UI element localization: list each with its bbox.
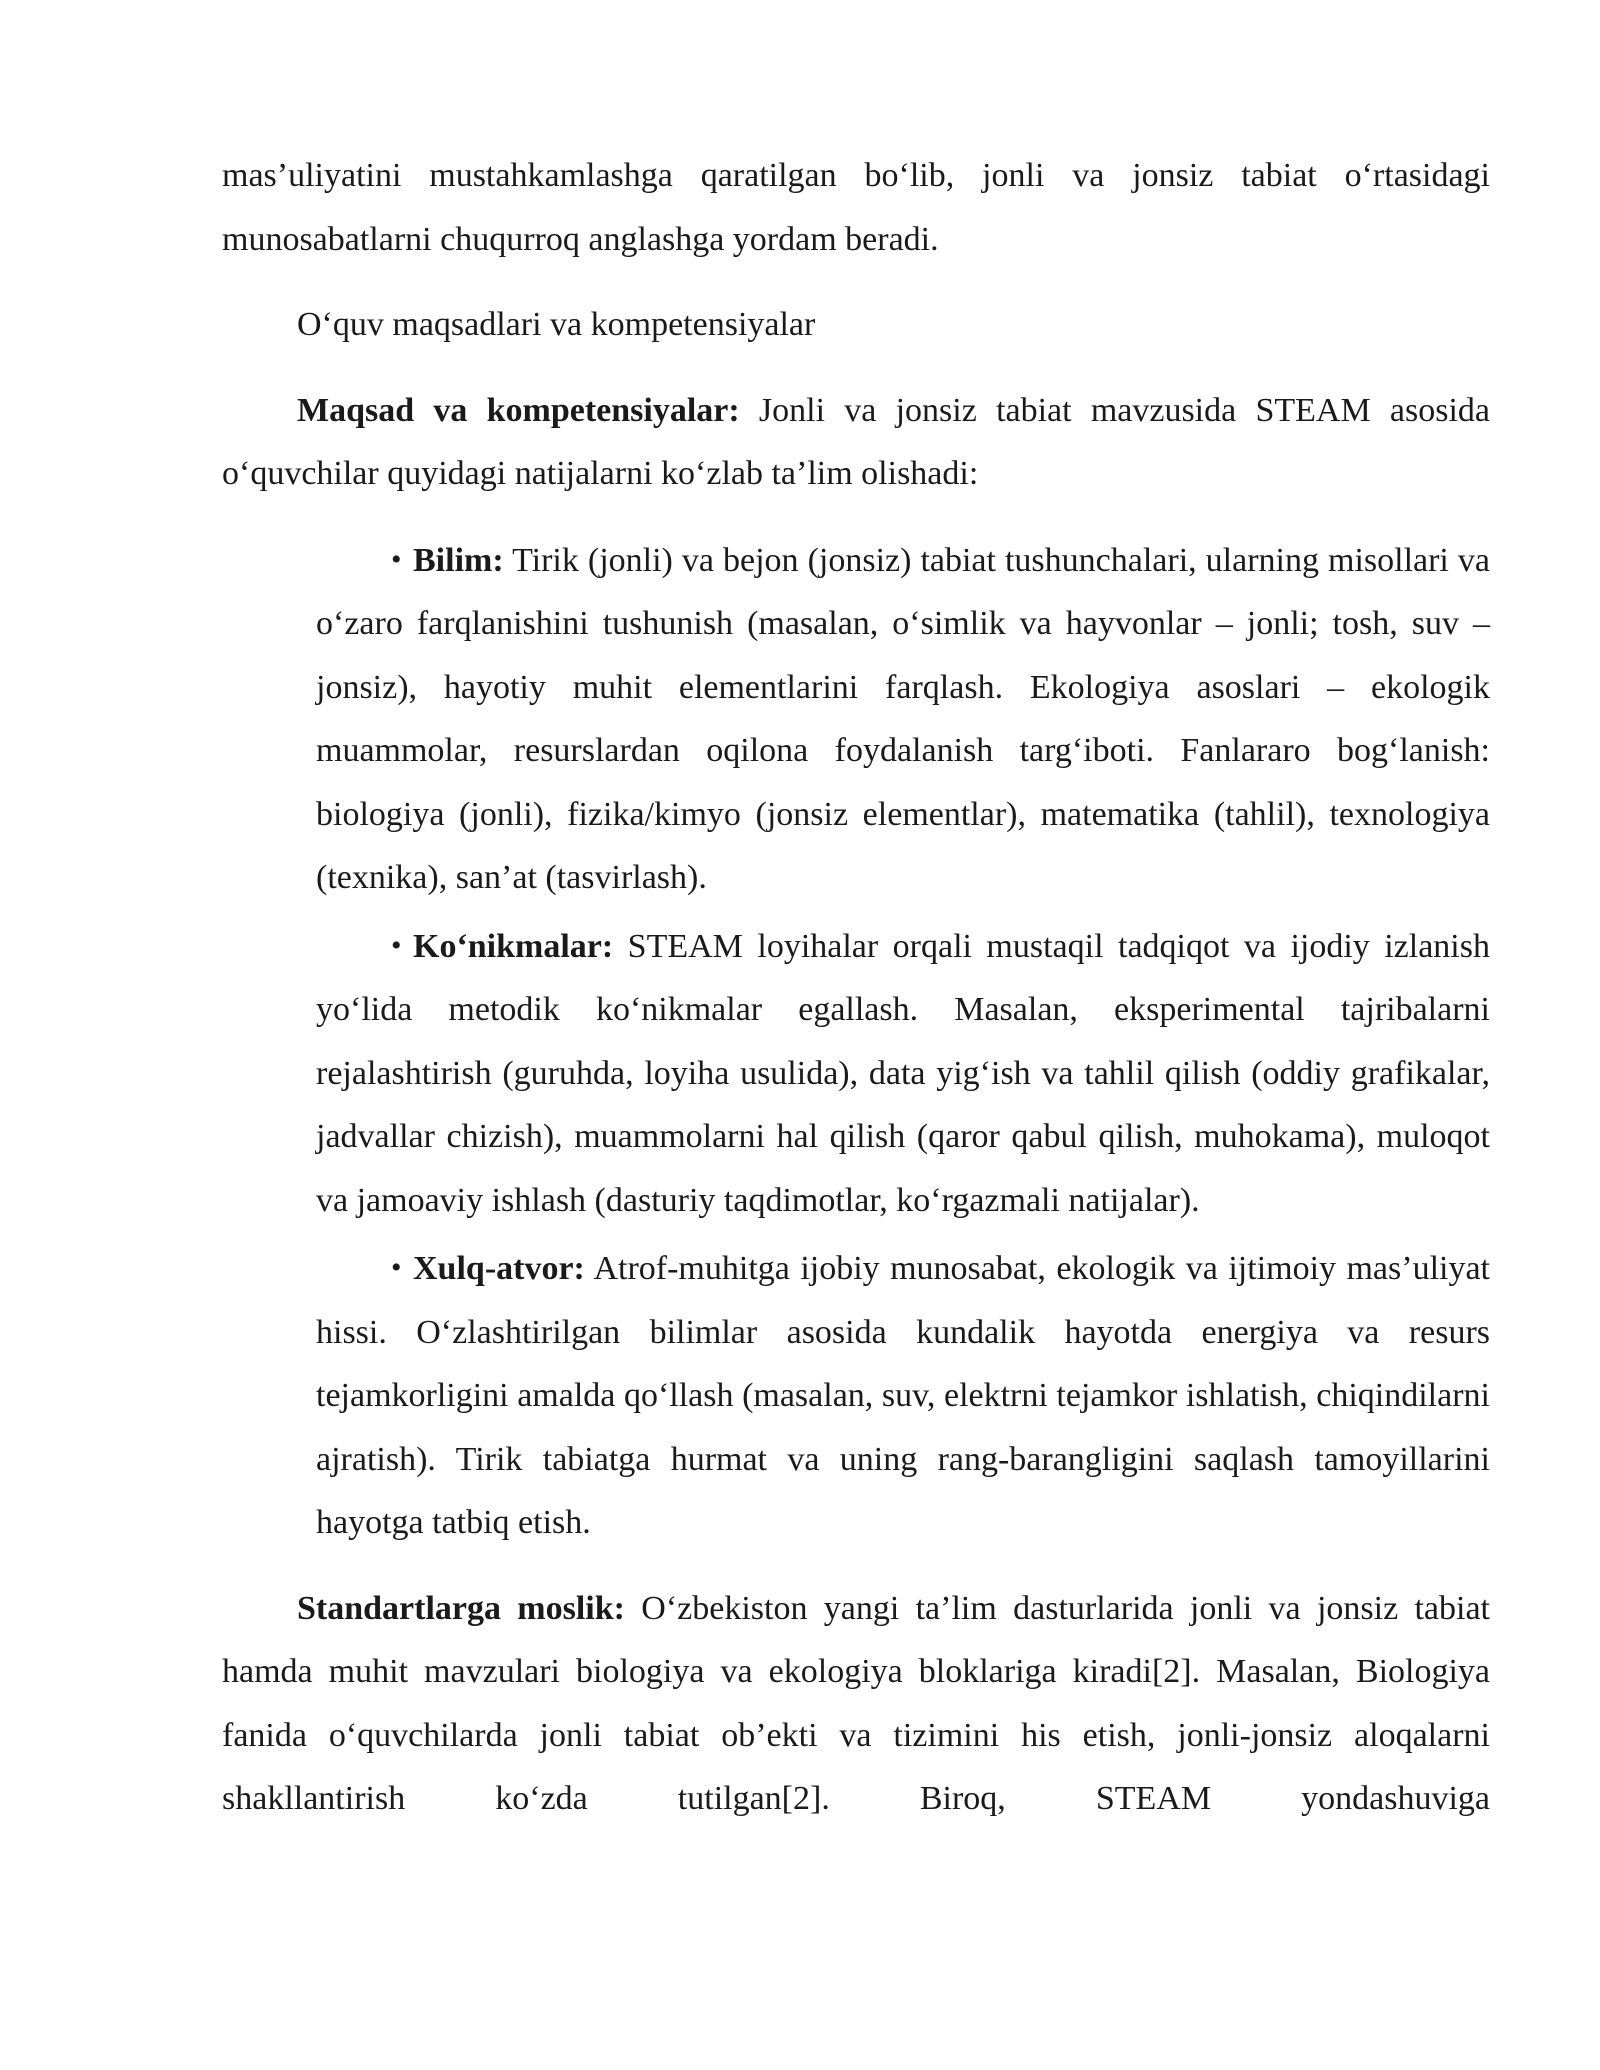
section-heading: O‘quv maqsadlari va kompetensiyalar <box>297 306 816 343</box>
list-item-konikmalar <box>316 914 1490 1233</box>
bullet-icon: • <box>391 542 402 576</box>
list-item-xulq-atvor <box>316 1236 1490 1555</box>
standards-paragraph <box>222 1577 1490 1831</box>
list-item-text: Atrof-muhitga ijobiy munosabat, ekologik va ijtimoiy mas’uliyat hissi. O‘zlashtirilgan bilimlar asosida kundalik hayotda energiya va resurs tejamkorligini amalda qo‘llash (masalan, suv, elektrni tejamkor ishlatish, chiqindilarni ajratish). Tirik tabiatga hurmat va uning rang-barangligini saqlash tamoyillarini hayotga tatbiq etish. <box>316 1250 1490 1541</box>
list-item-lead: Bilim: <box>413 541 504 579</box>
document-page <box>222 144 1490 1831</box>
list-item-text: Tirik (jonli) va bejon (jonsiz) tabiat tushunchalari, ularning misollari va o‘zaro farqlanishini tushunish (masalan, o‘simlik va hayvonlar – jonli; tosh, suv – jonsiz), hayotiy muhit elementlarini farqlash. Ekologiya asoslari – ekologik muammolar, resurslardan oqilona foydalanish targ‘iboti. Fanlararo bog‘lanish: biologiya (jonli), fizika/kimyo (jonsiz elementlar), matematika (tahlil), texnologiya (texnika), san’at (tasvirlash). <box>316 541 1490 896</box>
goals-paragraph <box>222 379 1490 506</box>
bullet-icon: • <box>391 1251 402 1284</box>
list-item-lead: Xulq-atvor: <box>413 1250 585 1287</box>
goals-text: Jonli va jonsiz tabiat mavzusida STEAM asosida o‘quvchilar quyidagi natijalarni ko‘zlab ta’lim olishadi: <box>222 391 1491 492</box>
list-item-lead: Ko‘nikmalar: <box>413 927 614 965</box>
list-item-text: STEAM loyihalar orqali mustaqil tadqiqot va ijodiy izlanish yo‘lida metodik ko‘nikmalar egallash. Masalan, eksperimental tajribalarni rejalashtirish (guruhda, loyiha usulida), data yig‘ish va tahlil qilish (oddiy grafikalar, jadvallar chizish), muammolarni hal qilish (qaror qabul qilish, muhokama), muloqot va jamoaviy ishlash (dasturiy taqdimotlar, ko‘rgazmali natijalar). <box>316 927 1490 1219</box>
goals-lead: Maqsad va kompetensiyalar: <box>297 391 740 429</box>
bullet-icon: • <box>391 928 402 962</box>
standards-text: O‘zbekiston yangi ta’lim dasturlarida jonli va jonsiz tabiat hamda muhit mavzulari biologiya va ekologiya bloklariga kiradi[2]. Masalan, Biologiya fanida o‘quvchilarda jonli tabiat ob’ekti va tizimini his etish, jonli-jonsiz aloqalarni shakllantirish ko‘zda tutilgan[2]. Biroq, STEAM yondashuviga <box>222 1589 1490 1817</box>
list-item-bilim <box>316 528 1490 910</box>
continued-paragraph: mas’uliyatini mustahkamlashga qaratilgan bo‘lib, jonli va jonsiz tabiat o‘rtasidagi munosabatlarni chuqurroq anglashga yordam beradi. <box>222 157 1490 258</box>
competency-list <box>222 528 1490 1555</box>
standards-lead: Standartlarga moslik: <box>297 1589 625 1627</box>
